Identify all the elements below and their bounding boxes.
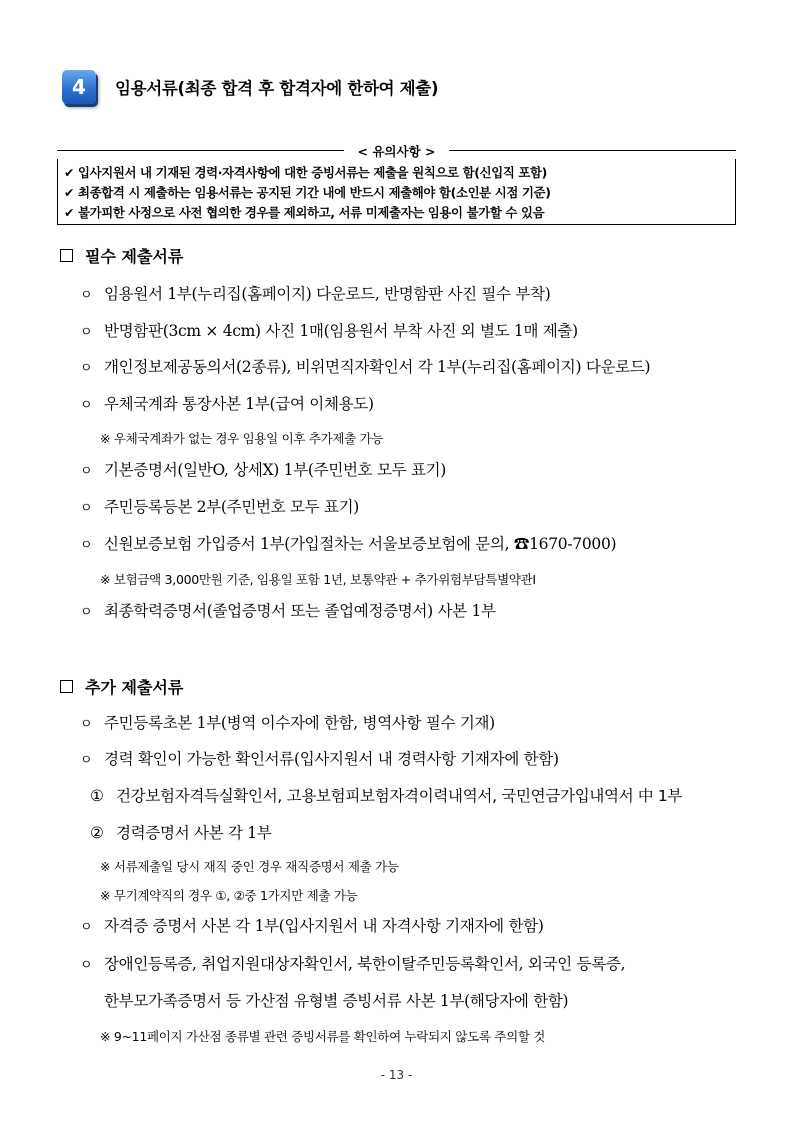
numbered-item-text: 경력증명서 사본 각 1부 [116,824,272,842]
bullet-circle-icon: ㅇ [80,361,93,376]
list-item-text: 우체국계좌 통장사본 1부(급여 이체용도) [104,395,374,413]
numbered-item [90,821,272,843]
page-number: - 13 - [380,1068,413,1082]
note-text: ※ 서류제출일 당시 재직 중인 경우 재직증명서 제출 가능 [100,859,399,874]
required-docs-heading [60,244,183,267]
additional-docs-heading [60,675,183,698]
checkbox-square-icon [60,249,73,262]
note-text: ※ 우체국계좌가 없는 경우 임용일 이후 추가제출 가능 [100,431,384,446]
list-item [80,532,616,554]
list-item-text: 기본증명서(일반O, 상세X) 1부(주민번호 모두 표기) [104,461,447,479]
list-item-text: 신원보증보험 가입증서 1부(가입절차는 서울보증보험에 문의, ☎1670-7000) [104,535,617,553]
numbered-item-text: 건강보험자격득실확인서, 고용보험피보험자격이력내역서, 국민연금가입내역서 中 1부 [116,787,683,805]
list-item-text: 개인정보제공동의서(2종류), 비위면직자확인서 각 1부(누리집(홈페이지) 다운로드) [104,358,651,376]
bullet-circle-icon: ㅇ [80,501,93,516]
circled-number: ① [90,787,104,805]
notice-item: ✔ 입사지원서 내 기재된 경력·자격사항에 대한 증빙서류는 제출을 원칙으로 함(신입직 포함) [64,165,547,180]
heading-label: 필수 제출서류 [85,247,184,266]
note-text: ※ 무기계약직의 경우 ①, ②중 1가지만 제출 가능 [100,888,358,903]
list-item-text: 주민등록등본 2부(주민번호 모두 표기) [104,498,360,516]
bullet-circle-icon: ㅇ [80,398,93,413]
numbered-item [90,784,682,806]
section-header [62,66,438,108]
list-item [80,282,550,304]
notice-legend: < 유의사항 > [357,144,436,159]
list-item-text: 자격증 증명서 사본 각 1부(입사지원서 내 자격사항 기재자에 한함) [104,917,544,935]
section-title: 임용서류(최종 합격 후 합격자에 한하여 제출) [115,79,439,98]
bullet-circle-icon: ㅇ [80,288,93,303]
list-item [80,319,578,341]
note-text: ※ 보험금액 3,000만원 기준, 임용일 포함 1년, 보통약관 + 추가위험부담특별약관Ⅰ [100,572,536,587]
list-item-text: 장애인등록증, 취업지원대상자확인서, 북한이탈주민등록확인서, 외국인 등록증, [104,955,626,973]
list-item [80,392,374,414]
list-item [80,355,650,377]
list-item-text: 최종학력증명서(졸업증명서 또는 졸업예정증명서) 사본 1부 [104,602,496,620]
list-item [80,495,359,517]
list-item-text: 경력 확인이 가능한 확인서류(입사지원서 내 경력사항 기재자에 한함) [104,750,559,768]
notice-box [57,141,736,227]
list-item [80,458,446,480]
bullet-circle-icon: ㅇ [80,920,93,935]
list-item-text: 임용원서 1부(누리집(홈페이지) 다운로드, 반명함판 사진 필수 부착) [104,285,551,303]
list-item-text: 주민등록초본 1부(병역 이수자에 한함, 병역사항 필수 기재) [104,714,495,732]
note-text: ※ 9~11페이지 가산점 종류별 관련 증빙서류를 확인하여 누락되지 않도록 주의할 것 [100,1029,546,1044]
list-item [80,747,559,769]
list-item [80,711,495,733]
list-item-text: 반명함판(3cm × 4cm) 사진 1매(임용원서 부착 사진 외 별도 1매 제출) [104,322,578,340]
list-item [80,599,496,621]
notice-item: ✔ 최종합격 시 제출하는 임용서류는 공지된 기간 내에 반드시 제출해야 함(소인분 시점 기준) [64,185,551,200]
section-number-badge: 4 [62,70,96,104]
list-item [80,914,544,936]
notice-frame [57,159,736,225]
bullet-circle-icon: ㅇ [80,605,93,620]
checkbox-square-icon [60,680,73,693]
heading-label: 추가 제출서류 [85,678,184,697]
bullet-circle-icon: ㅇ [80,717,93,732]
circled-number: ② [90,824,104,842]
list-item-continuation: 한부모가족증명서 등 가산점 유형별 증빙서류 사본 1부(해당자에 한함) [104,992,569,1010]
bullet-circle-icon: ㅇ [80,753,93,768]
bullet-circle-icon: ㅇ [80,538,93,553]
notice-item: ✔ 불가피한 사정으로 사전 협의한 경우를 제외하고, 서류 미제출자는 임용이 불가할 수 있음 [64,205,545,220]
bullet-circle-icon: ㅇ [80,958,93,973]
bullet-circle-icon: ㅇ [80,464,93,479]
bullet-circle-icon: ㅇ [80,325,93,340]
list-item [80,952,625,974]
